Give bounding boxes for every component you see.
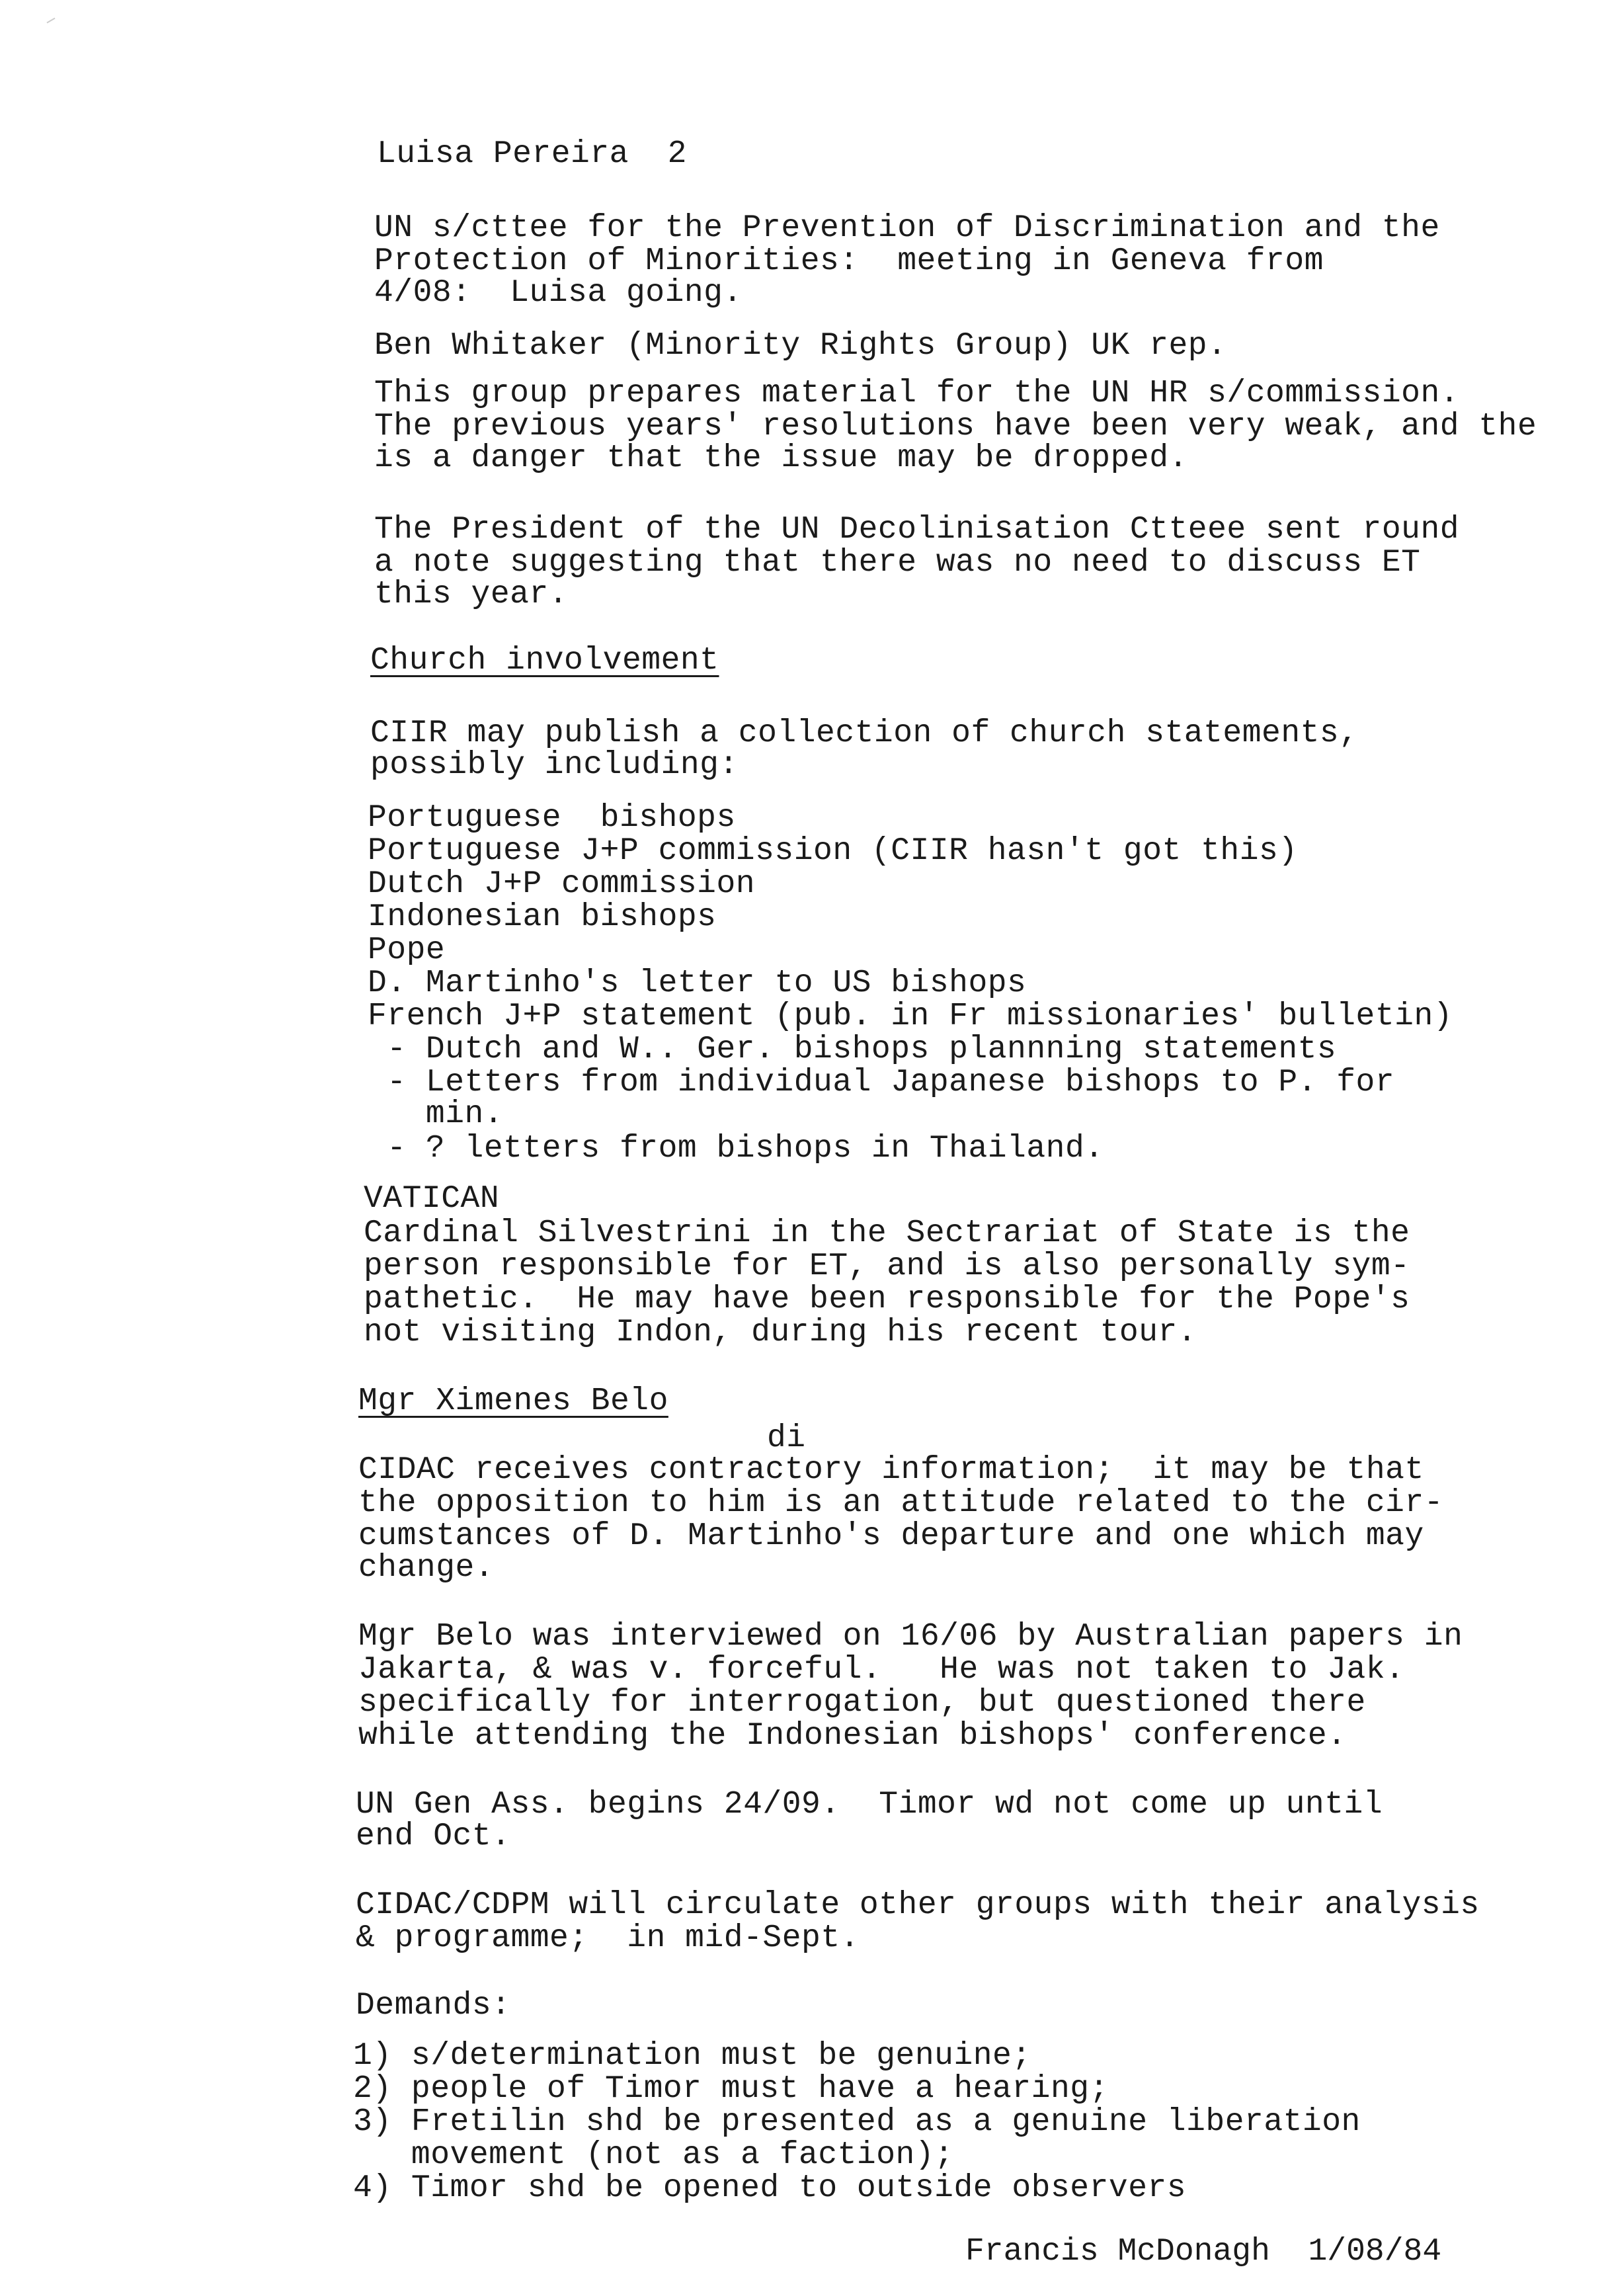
text-line: this year. — [374, 577, 569, 612]
text-line: Cardinal Silvestrini in the Sectrariat of State is the — [364, 1215, 1410, 1251]
text-line: not visiting Indon, during his recent tour. — [364, 1315, 1197, 1350]
text-line: possibly including: — [370, 747, 739, 783]
text-line: & programme; in mid-Sept. — [356, 1920, 860, 1956]
list-item: Indonesian bishops — [368, 899, 717, 935]
text-line: Mgr Belo was interviewed on 16/06 by Australian papers in — [358, 1619, 1463, 1655]
list-item: 2) people of Timor must have a hearing; — [353, 2071, 1109, 2107]
text-line: end Oct. — [356, 1819, 511, 1854]
list-item: - Dutch and W.. Ger. bishops plannning statements — [368, 1032, 1337, 1067]
text-line: CIIR may publish a collection of church statements, — [370, 716, 1359, 751]
text-line: UN Gen Ass. begins 24/09. Timor wd not come up until — [356, 1787, 1383, 1823]
text-line: specifically for interrogation, but questioned there — [358, 1685, 1366, 1721]
text-line: a note suggesting that there was no need to discuss ET — [374, 545, 1421, 581]
scan-mark — [46, 18, 55, 24]
text-line: UN s/cttee for the Prevention of Discrimination and the — [374, 210, 1440, 246]
list-item: D. Martinho's letter to US bishops — [368, 965, 1027, 1001]
list-item: movement (not as a faction); — [353, 2137, 954, 2173]
section-heading: Church involvement — [370, 643, 719, 678]
text-line: CIDAC receives contractory information; it may be that — [358, 1452, 1424, 1488]
text-line: while attending the Indonesian bishops' conference. — [358, 1718, 1347, 1754]
text-line: cumstances of D. Martinho's departure and one which may — [358, 1518, 1424, 1554]
text-line: The previous years' resolutions have been very weak, and the — [374, 409, 1537, 444]
text-line: Jakarta, & was v. forceful. He was not taken to Jak. — [358, 1652, 1405, 1688]
list-item: min. — [368, 1096, 504, 1132]
list-item: Portuguese bishops — [368, 800, 736, 836]
text-line: pathetic. He may have been responsible for the Pope's — [364, 1282, 1410, 1317]
text-line: CIDAC/CDPM will circulate other groups with their analysis — [356, 1887, 1480, 1923]
signature-line: Francis McDonagh 1/08/84 — [965, 2234, 1442, 2270]
text-line: 4/08: Luisa going. — [374, 275, 743, 311]
text-line: person responsible for ET, and is also personally sym- — [364, 1249, 1410, 1284]
text-line: is a danger that the issue may be dropped. — [374, 440, 1188, 476]
list-item: Pope — [368, 932, 446, 968]
section-heading: Mgr Ximenes Belo — [358, 1383, 668, 1419]
list-item: - ? letters from bishops in Thailand. — [368, 1131, 1104, 1167]
text-line: This group prepares material for the UN HR s/commission. — [374, 376, 1460, 411]
text-line: change. — [358, 1550, 495, 1586]
list-item: 4) Timor shd be opened to outside observers — [353, 2170, 1187, 2206]
list-item: French J+P statement (pub. in Fr missionaries' bulletin) — [368, 999, 1453, 1034]
text-line: the opposition to him is an attitude related to the cir- — [358, 1485, 1444, 1521]
text-line: Ben Whitaker (Minority Rights Group) UK rep. — [374, 328, 1227, 364]
text-line: The President of the UN Decolinisation Ctteee sent round — [374, 512, 1460, 548]
section-heading: VATICAN — [364, 1181, 500, 1217]
list-item: Portuguese J+P commission (CIIR hasn't got this) — [368, 833, 1298, 869]
list-item: 3) Fretilin shd be presented as a genuine liberation — [353, 2104, 1361, 2140]
page-header: Luisa Pereira 2 — [377, 136, 687, 172]
list-item: Dutch J+P commission — [368, 866, 756, 902]
list-item: 1) s/determination must be genuine; — [353, 2038, 1031, 2074]
section-heading: Demands: — [356, 1988, 511, 2024]
handwritten-insertion: di — [767, 1420, 806, 1456]
list-item: - Letters from individual Japanese bishops to P. for — [368, 1065, 1395, 1100]
text-line: Protection of Minorities: meeting in Geneva from — [374, 243, 1324, 279]
